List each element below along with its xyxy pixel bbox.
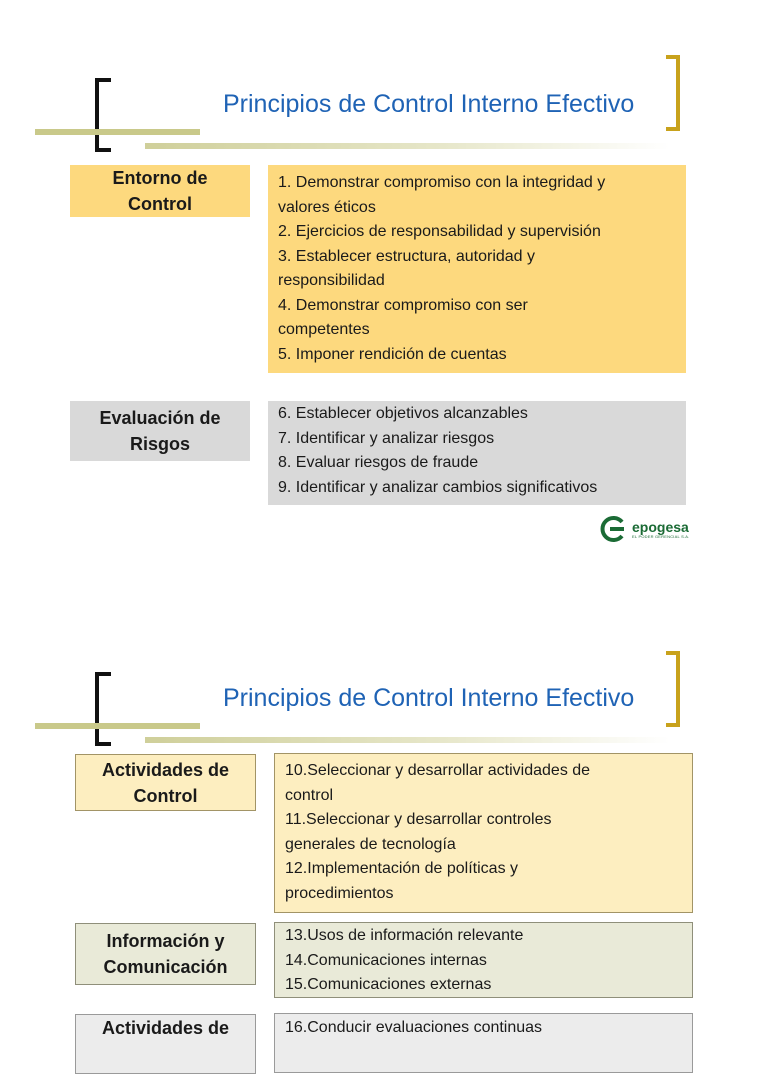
slide-title: Principios de Control Interno Efectivo — [223, 684, 635, 712]
principle-line: 13.Usos de información relevante — [285, 927, 524, 944]
principle-line: 11.Seleccionar y desarrollar controles — [285, 811, 552, 828]
section-content-entorno-de-control — [268, 165, 686, 373]
principle-line: 15.Comunicaciones externas — [285, 976, 492, 993]
principle-line: 10.Seleccionar y desarrollar actividades de — [285, 762, 591, 779]
section-label-actividades-de-control — [75, 754, 256, 811]
principle-line: 2. Ejercicios de responsabilidad y supervisión — [278, 223, 601, 240]
principle-line: generales de tecnología — [285, 835, 456, 853]
logo-wordmark: epogesa — [632, 518, 689, 535]
principle-line: 14.Comunicaciones internas — [285, 951, 487, 969]
title-underline-left — [35, 129, 200, 135]
section-content-actividades-de-supervision — [274, 1013, 693, 1073]
principle-line: 8. Evaluar riesgos de fraude — [278, 454, 479, 471]
slide-title: Principios de Control Interno Efectivo — [223, 90, 635, 118]
section-content-evaluacion-de-risgos — [268, 401, 686, 505]
right-bracket-decoration — [666, 651, 680, 727]
section-label-text: Entorno de Control — [112, 168, 208, 214]
left-bracket-decoration — [95, 78, 111, 152]
right-bracket-decoration — [666, 55, 680, 131]
section-label-informacion-y-comunicacion — [75, 923, 256, 985]
principle-line: 16.Conducir evaluaciones continuas — [285, 1019, 543, 1036]
principle-line: procedimientos — [285, 884, 394, 902]
section-label-text: Actividades de — [101, 1018, 230, 1038]
title-underline-right — [145, 143, 670, 149]
principle-line: 6. Establecer objetivos alcanzables — [278, 405, 528, 422]
section-label-text: Información y Comunicación — [103, 931, 228, 977]
principle-line: valores éticos — [278, 198, 376, 216]
title-underline-right — [145, 737, 670, 743]
section-label-text: Actividades de Control — [101, 759, 230, 806]
section-label-entorno-de-control — [70, 165, 250, 217]
principle-line: 4. Demonstrar compromiso con ser — [278, 296, 528, 314]
slide-2 — [0, 594, 768, 1038]
section-label-evaluacion-de-risgos — [70, 401, 250, 461]
principle-line: competentes — [278, 321, 370, 338]
epogesa-logo — [598, 513, 689, 545]
section-label-text: Evaluación de Risgos — [99, 408, 221, 454]
principle-line: control — [285, 786, 334, 804]
logo-tagline: EL PODER GERENCIAL S.A. — [632, 533, 690, 539]
principle-line: 3. Establecer estructura, autoridad y — [278, 247, 536, 265]
principle-line: responsibilidad — [278, 272, 385, 289]
section-label-actividades-de-supervision — [75, 1014, 256, 1074]
left-bracket-decoration — [95, 672, 111, 746]
principle-line: 1. Demonstrar compromiso con la integridad y — [278, 174, 606, 191]
principle-line: 5. Imponer rendición de cuentas — [278, 345, 507, 363]
principle-line: 7. Identificar y analizar riesgos — [278, 429, 495, 447]
section-content-informacion-y-comunicacion — [274, 922, 693, 998]
section-content-actividades-de-control — [274, 753, 693, 913]
principle-line: 12.Implementación de políticas y — [285, 860, 519, 877]
principle-line: 9. Identificar y analizar cambios significativos — [278, 478, 598, 496]
title-underline-left — [35, 723, 200, 729]
epogesa-logo-icon — [598, 513, 630, 545]
